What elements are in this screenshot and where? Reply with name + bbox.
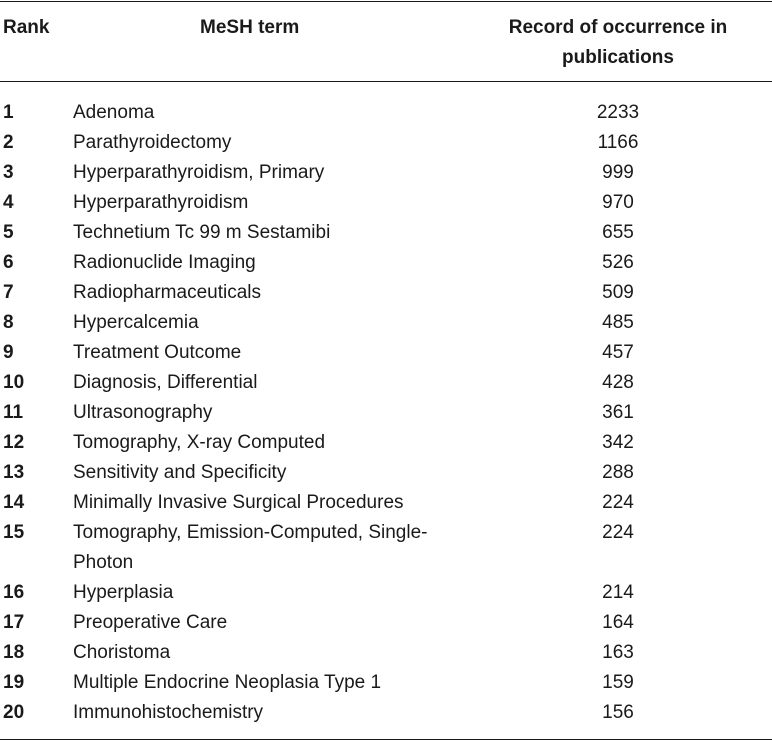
table-row <box>0 308 772 338</box>
table-row <box>0 698 772 728</box>
row-record-count: 156 <box>602 702 634 723</box>
table-row <box>0 278 772 308</box>
row-rank: 1 <box>3 102 14 123</box>
header-rank: Rank <box>3 17 50 38</box>
row-record-count: 655 <box>602 222 634 243</box>
row-mesh-term: Parathyroidectomy <box>73 132 232 153</box>
row-rank: 3 <box>3 162 14 183</box>
row-rank: 19 <box>3 672 25 693</box>
row-record-count: 970 <box>602 192 634 213</box>
row-record-count: 485 <box>602 312 634 333</box>
table-row <box>0 428 772 458</box>
row-mesh-term: Multiple Endocrine Neoplasia Type 1 <box>73 672 382 693</box>
row-rank: 18 <box>3 642 25 663</box>
table-body <box>0 98 772 728</box>
row-mesh-term: Hyperparathyroidism <box>73 192 249 213</box>
row-rank: 10 <box>3 372 25 393</box>
row-mesh-term: Sensitivity and Specificity <box>73 462 287 483</box>
header-mesh-term: MeSH term <box>200 17 300 38</box>
row-record-count: 163 <box>602 642 634 663</box>
table-row <box>0 128 772 158</box>
row-record-count: 342 <box>602 432 634 453</box>
row-mesh-term: Radiopharmaceuticals <box>73 282 261 303</box>
row-mesh-term: Adenoma <box>73 102 155 123</box>
table-top-rule <box>0 1 772 2</box>
row-record-count: 428 <box>602 372 634 393</box>
row-rank: 4 <box>3 192 14 213</box>
row-record-count: 164 <box>602 612 634 633</box>
table-header-rule <box>0 81 772 82</box>
table-row <box>0 398 772 428</box>
row-record-count: 361 <box>602 402 634 423</box>
row-rank: 6 <box>3 252 14 273</box>
row-mesh-term: Treatment Outcome <box>73 342 242 363</box>
row-record-count: 224 <box>602 492 634 513</box>
table-bottom-rule <box>0 739 772 740</box>
row-rank: 20 <box>3 702 25 723</box>
table-row <box>0 338 772 368</box>
row-rank: 2 <box>3 132 14 153</box>
table-row <box>0 638 772 668</box>
row-mesh-term: Immunohistochemistry <box>73 702 264 723</box>
row-record-count: 224 <box>602 522 634 543</box>
row-mesh-term: Hyperparathyroidism, Primary <box>73 162 325 183</box>
row-mesh-term: Ultrasonography <box>73 402 213 423</box>
row-mesh-term: Radionuclide Imaging <box>73 252 256 273</box>
row-record-count: 509 <box>602 282 634 303</box>
table-row <box>0 518 772 578</box>
row-record-count: 1166 <box>597 132 639 153</box>
row-rank: 12 <box>3 432 25 453</box>
table-row <box>0 368 772 398</box>
table-row <box>0 458 772 488</box>
row-rank: 13 <box>3 462 25 483</box>
table-row <box>0 248 772 278</box>
row-rank: 11 <box>3 402 24 423</box>
row-rank: 16 <box>3 582 25 603</box>
row-rank: 5 <box>3 222 14 243</box>
row-mesh-term: Tomography, X-ray Computed <box>73 432 326 453</box>
table-row <box>0 488 772 518</box>
row-mesh-term: Diagnosis, Differential <box>73 372 258 393</box>
row-rank: 17 <box>3 612 25 633</box>
row-record-count: 526 <box>602 252 634 273</box>
row-rank: 14 <box>3 492 25 513</box>
header-record-count-line1: Record of occurrence in <box>508 17 728 38</box>
row-mesh-term: Technetium Tc 99 m Sestamibi <box>73 222 331 243</box>
row-rank: 9 <box>3 342 14 363</box>
row-mesh-term: Choristoma <box>73 642 171 663</box>
table-row <box>0 668 772 698</box>
row-record-count: 159 <box>602 672 634 693</box>
row-record-count: 288 <box>602 462 634 483</box>
row-mesh-term: Minimally Invasive Surgical Procedures <box>73 492 404 513</box>
row-record-count: 999 <box>602 162 634 183</box>
row-record-count: 2233 <box>596 102 640 123</box>
table-row <box>0 188 772 218</box>
table-row <box>0 578 772 608</box>
row-record-count: 214 <box>602 582 634 603</box>
row-rank: 7 <box>3 282 14 303</box>
row-mesh-term: Hyperplasia <box>73 582 174 603</box>
row-record-count: 457 <box>602 342 634 363</box>
table-row <box>0 608 772 638</box>
header-record-count <box>466 13 770 73</box>
table-row <box>0 218 772 248</box>
row-rank: 15 <box>3 522 25 543</box>
header-record-count-line2: publications <box>562 47 674 68</box>
table-row <box>0 98 772 128</box>
row-mesh-term: Hypercalcemia <box>73 312 199 333</box>
row-mesh-term: Tomography, Emission-Computed, Single-Photon <box>73 522 428 573</box>
row-rank: 8 <box>3 312 14 333</box>
row-mesh-term: Preoperative Care <box>73 612 228 633</box>
table-row <box>0 158 772 188</box>
